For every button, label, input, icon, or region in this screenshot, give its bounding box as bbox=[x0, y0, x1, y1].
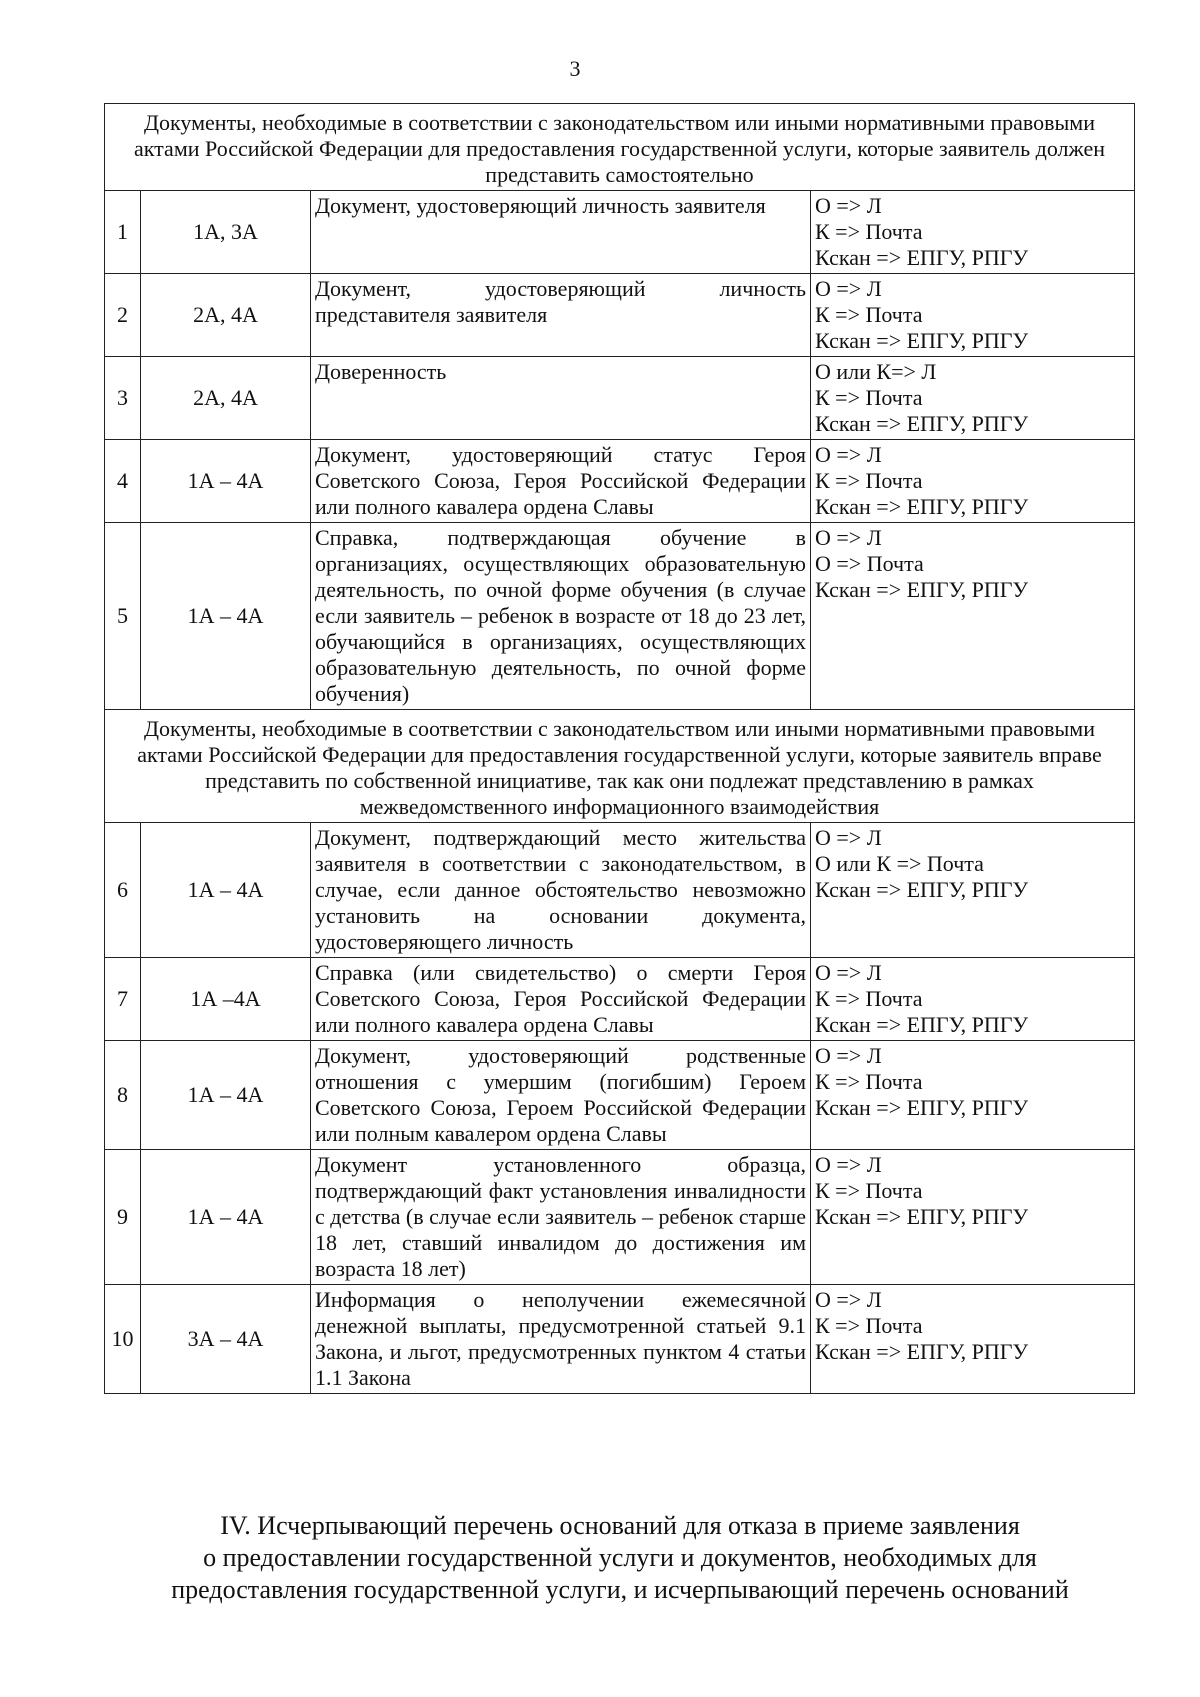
submission-way: Кскан => ЕПГУ, РПГУ bbox=[815, 877, 1029, 902]
page-number: 3 bbox=[569, 56, 581, 81]
table-row bbox=[105, 958, 1135, 1041]
submission-way: К => Почта bbox=[815, 219, 923, 244]
table-row bbox=[105, 1285, 1135, 1394]
submission-way: О => Л bbox=[815, 1043, 882, 1068]
table-row bbox=[105, 823, 1135, 958]
submission-way: О => Л bbox=[815, 1287, 882, 1312]
submission-way: Кскан => ЕПГУ, РПГУ bbox=[815, 1012, 1029, 1037]
row-number: 5 bbox=[105, 523, 141, 710]
submission-way: Кскан => ЕПГУ, РПГУ bbox=[815, 1339, 1029, 1364]
submission-way: К => Почта bbox=[815, 1313, 923, 1338]
row-submission-ways bbox=[811, 191, 1135, 274]
row-description: Справка, подтверждающая обучение в организациях, осуществляющих образовательную деятельность, по очной форме обучения (в случае если заявитель – ребенок в возрасте от 18 до 23 лет, обучающийся в организациях, осуществляющих образовательную деятельность, по очной форме обучения) bbox=[311, 523, 811, 710]
row-description: Документ, подтверждающий место жительства заявителя в соответствии с законодательством, в случае, если данное обстоятельство невозможно установить на основании документа, удостоверяющего личность bbox=[311, 823, 811, 958]
row-number: 10 bbox=[105, 1285, 141, 1394]
submission-way: О => Л bbox=[815, 442, 882, 467]
row-submission-ways bbox=[811, 357, 1135, 440]
submission-way: К => Почта bbox=[815, 468, 923, 493]
row-forms: 1А –4А bbox=[141, 958, 311, 1041]
table-row bbox=[105, 440, 1135, 523]
row-description: Документ, удостоверяющий личность представителя заявителя bbox=[311, 274, 811, 357]
row-forms: 1А – 4А bbox=[141, 823, 311, 958]
row-description: Документ, удостоверяющий статус Героя Советского Союза, Героя Российской Федерации или полного кавалера ордена Славы bbox=[311, 440, 811, 523]
submission-way: О => Л bbox=[815, 193, 882, 218]
row-forms: 1А – 4А bbox=[141, 1041, 311, 1150]
row-description: Справка (или свидетельство) о смерти Героя Советского Союза, Героя Российской Федерации или полного кавалера ордена Славы bbox=[311, 958, 811, 1041]
row-number: 4 bbox=[105, 440, 141, 523]
submission-way: О или К => Почта bbox=[815, 851, 984, 876]
heading-line: предоставления государственной услуги, и исчерпывающий перечень оснований bbox=[171, 1575, 1069, 1604]
submission-way: Кскан => ЕПГУ, РПГУ bbox=[815, 577, 1029, 602]
submission-way: К => Почта bbox=[815, 1069, 923, 1094]
row-forms: 2А, 4А bbox=[141, 357, 311, 440]
submission-way: К => Почта bbox=[815, 385, 923, 410]
row-submission-ways bbox=[811, 958, 1135, 1041]
submission-way: О => Л bbox=[815, 525, 882, 550]
row-description: Документ, удостоверяющий личность заявителя bbox=[311, 191, 811, 274]
submission-way: О => Л bbox=[815, 276, 882, 301]
section-header: Документы, необходимые в соответствии с законодательством или иными нормативными правовыми актами Российской Федерации для предоставления государственной услуги, которые заявитель должен представить самостоятельно bbox=[105, 104, 1135, 191]
row-description: Информация о неполучении ежемесячной денежной выплаты, предусмотренной статьей 9.1 Закона, и льгот, предусмотренных пунктом 4 статьи 1.1 Закона bbox=[311, 1285, 811, 1394]
submission-way: Кскан => ЕПГУ, РПГУ bbox=[815, 245, 1029, 270]
submission-way: О или К=> Л bbox=[815, 359, 937, 384]
row-submission-ways bbox=[811, 274, 1135, 357]
submission-way: Кскан => ЕПГУ, РПГУ bbox=[815, 411, 1029, 436]
submission-way: Кскан => ЕПГУ, РПГУ bbox=[815, 328, 1029, 353]
row-number: 6 bbox=[105, 823, 141, 958]
row-forms: 2А, 4А bbox=[141, 274, 311, 357]
row-number: 7 bbox=[105, 958, 141, 1041]
section-header: Документы, необходимые в соответствии с законодательством или иными нормативными правовыми актами Российской Федерации для предоставления государственной услуги, которые заявитель вправе представить по собственной инициативе, так как они подлежат представлению в рамках межведомственного информационного взаимодействия bbox=[105, 710, 1135, 823]
row-description: Документ, удостоверяющий родственные отношения с умершим (погибшим) Героем Советского Союза, Героем Российской Федерации или полным кавалером ордена Славы bbox=[311, 1041, 811, 1150]
row-description: Доверенность bbox=[311, 357, 811, 440]
submission-way: О => Л bbox=[815, 1152, 882, 1177]
section-header-row bbox=[105, 710, 1135, 823]
row-submission-ways bbox=[811, 1041, 1135, 1150]
table-row bbox=[105, 357, 1135, 440]
submission-way: О => Почта bbox=[815, 551, 924, 576]
row-forms: 1А – 4А bbox=[141, 1150, 311, 1285]
row-forms: 1А – 4А bbox=[141, 523, 311, 710]
row-number: 2 bbox=[105, 274, 141, 357]
row-submission-ways bbox=[811, 1150, 1135, 1285]
heading-line: о предоставлении государственной услуги и документов, необходимых для bbox=[203, 1543, 1037, 1572]
row-submission-ways bbox=[811, 523, 1135, 710]
submission-way: Кскан => ЕПГУ, РПГУ bbox=[815, 1204, 1029, 1229]
submission-way: К => Почта bbox=[815, 302, 923, 327]
row-number: 3 bbox=[105, 357, 141, 440]
submission-way: О => Л bbox=[815, 960, 882, 985]
row-forms: 1А – 4А bbox=[141, 440, 311, 523]
section-heading bbox=[100, 1510, 1140, 1606]
submission-way: Кскан => ЕПГУ, РПГУ bbox=[815, 1095, 1029, 1120]
row-description: Документ установленного образца, подтверждающий факт установления инвалидности с детства (в случае если заявитель – ребенок старше 18 лет, ставший инвалидом до достижения им возраста 18 лет) bbox=[311, 1150, 811, 1285]
table-row bbox=[105, 191, 1135, 274]
row-submission-ways bbox=[811, 440, 1135, 523]
section-header-row bbox=[105, 104, 1135, 191]
table-row bbox=[105, 1041, 1135, 1150]
table-row bbox=[105, 1150, 1135, 1285]
row-number: 1 bbox=[105, 191, 141, 274]
row-number: 8 bbox=[105, 1041, 141, 1150]
submission-way: К => Почта bbox=[815, 1178, 923, 1203]
row-forms: 1А, 3А bbox=[141, 191, 311, 274]
row-submission-ways bbox=[811, 1285, 1135, 1394]
documents-table bbox=[104, 103, 1135, 1394]
row-submission-ways bbox=[811, 823, 1135, 958]
submission-way: К => Почта bbox=[815, 986, 923, 1011]
row-number: 9 bbox=[105, 1150, 141, 1285]
submission-way: О => Л bbox=[815, 825, 882, 850]
table-row bbox=[105, 523, 1135, 710]
heading-line: IV. Исчерпывающий перечень оснований для отказа в приеме заявления bbox=[220, 1511, 1020, 1540]
submission-way: Кскан => ЕПГУ, РПГУ bbox=[815, 494, 1029, 519]
row-forms: 3А – 4А bbox=[141, 1285, 311, 1394]
table-row bbox=[105, 274, 1135, 357]
